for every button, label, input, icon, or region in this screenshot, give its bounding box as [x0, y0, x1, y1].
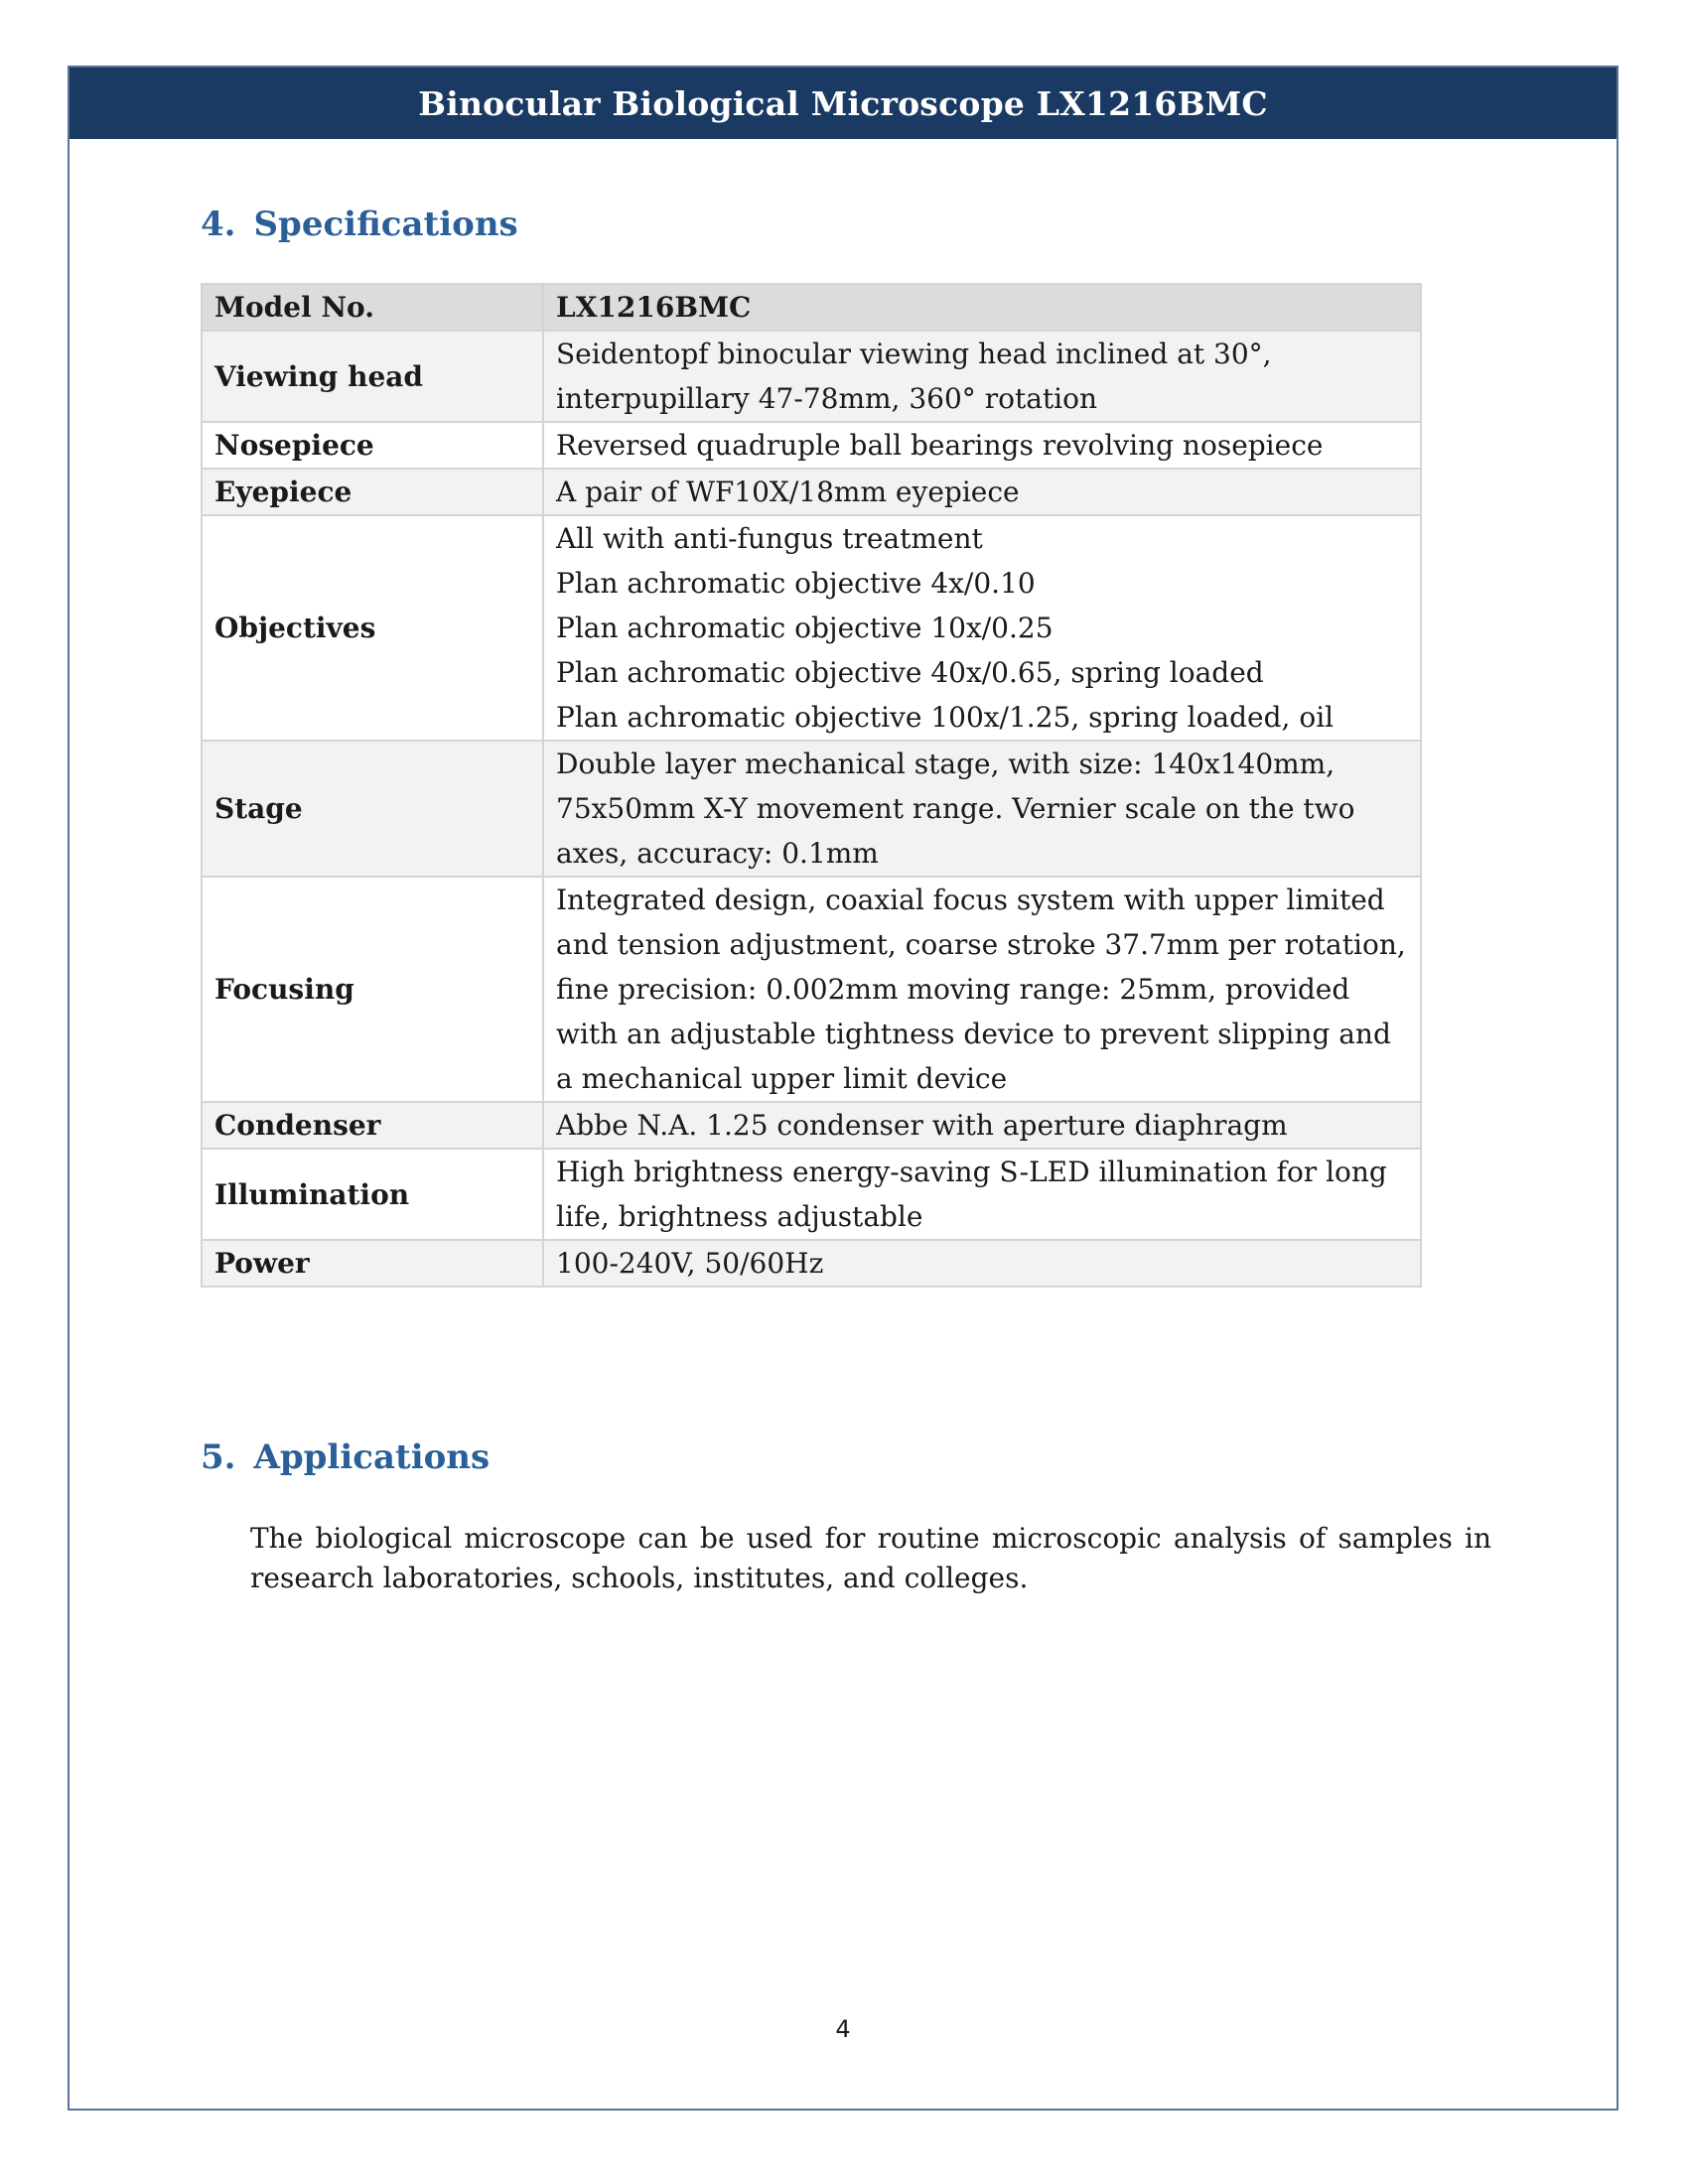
document-title: Binocular Biological Microscope LX1216BMC: [418, 83, 1268, 123]
spec-value: [543, 1240, 1421, 1287]
spec-value-line: life, brightness adjustable: [556, 1200, 923, 1233]
spec-value-line: Plan achromatic objective 100x/1.25, spring loaded, oil: [556, 701, 1335, 734]
spec-label: Nosepiece: [202, 422, 543, 469]
section-number: 5.: [201, 1437, 236, 1477]
section-title: Specifications: [253, 205, 518, 244]
spec-value-line: Abbe N.A. 1.25 condenser with aperture diaphragm: [556, 1109, 1288, 1142]
spec-label: Focusing: [202, 877, 543, 1102]
applications-paragraph: The biological microscope can be used for routine microscopic analysis of samples in research laboratories, schools, institutes, and colleges.: [250, 1522, 1491, 1594]
spec-value-line: Integrated design, coaxial focus system with upper limited: [556, 884, 1385, 916]
spec-value-line: a mechanical upper limit device: [556, 1062, 1008, 1095]
table-row: [202, 284, 1421, 331]
specifications-heading: [201, 205, 518, 244]
page-frame: [68, 66, 1618, 2111]
table-row: [202, 877, 1421, 1102]
spec-label: Viewing head: [202, 331, 543, 422]
specifications-table: [201, 283, 1422, 1288]
spec-label: Model No.: [202, 284, 543, 331]
spec-value-line: LX1216BMC: [556, 291, 752, 324]
spec-label: Objectives: [202, 515, 543, 741]
table-row: [202, 422, 1421, 469]
document-header: [70, 68, 1617, 139]
spec-value-line: axes, accuracy: 0.1mm: [556, 837, 879, 870]
spec-label: Condenser: [202, 1102, 543, 1149]
spec-value-line: interpupillary 47-78mm, 360° rotation: [556, 382, 1097, 415]
spec-value: [543, 1149, 1421, 1240]
table-row: [202, 1240, 1421, 1287]
section-number: 4.: [201, 205, 236, 244]
spec-value-line: and tension adjustment, coarse stroke 37.7mm per rotation,: [556, 928, 1406, 961]
table-row: [202, 1102, 1421, 1149]
spec-value-line: Plan achromatic objective 40x/0.65, spring loaded: [556, 656, 1264, 689]
page-number: 4: [835, 2015, 851, 2043]
spec-value-line: A pair of WF10X/18mm eyepiece: [556, 476, 1020, 508]
spec-value: [543, 741, 1421, 877]
spec-label: Power: [202, 1240, 543, 1287]
spec-value-line: with an adjustable tightness device to prevent slipping and: [556, 1018, 1391, 1050]
spec-value: [543, 1102, 1421, 1149]
spec-value-line: Plan achromatic objective 10x/0.25: [556, 612, 1054, 644]
spec-value: [543, 469, 1421, 515]
table-row: [202, 741, 1421, 877]
spec-value-line: All with anti-fungus treatment: [556, 522, 983, 555]
spec-value-line: Plan achromatic objective 4x/0.10: [556, 567, 1036, 600]
spec-value: [543, 515, 1421, 741]
spec-value-line: 75x50mm X-Y movement range. Vernier scale on the two: [556, 792, 1355, 825]
spec-value-line: 100-240V, 50/60Hz: [556, 1247, 824, 1280]
section-title: Applications: [253, 1437, 491, 1477]
spec-value: [543, 422, 1421, 469]
spec-value-line: Reversed quadruple ball bearings revolving nosepiece: [556, 429, 1324, 462]
spec-value-line: fine precision: 0.002mm moving range: 25mm, provided: [556, 973, 1350, 1006]
spec-value-line: Double layer mechanical stage, with size: 140x140mm,: [556, 748, 1336, 780]
table-row: [202, 515, 1421, 741]
spec-label: Illumination: [202, 1149, 543, 1240]
table-row: [202, 331, 1421, 422]
spec-label: Stage: [202, 741, 543, 877]
spec-value: [543, 877, 1421, 1102]
spec-value: [543, 331, 1421, 422]
spec-value: [543, 284, 1421, 331]
table-row: [202, 469, 1421, 515]
spec-label: Eyepiece: [202, 469, 543, 515]
spec-value-line: Seidentopf binocular viewing head inclined at 30°,: [556, 338, 1272, 370]
applications-heading: [201, 1437, 490, 1477]
table-row: [202, 1149, 1421, 1240]
spec-value-line: High brightness energy-saving S-LED illumination for long: [556, 1156, 1387, 1188]
